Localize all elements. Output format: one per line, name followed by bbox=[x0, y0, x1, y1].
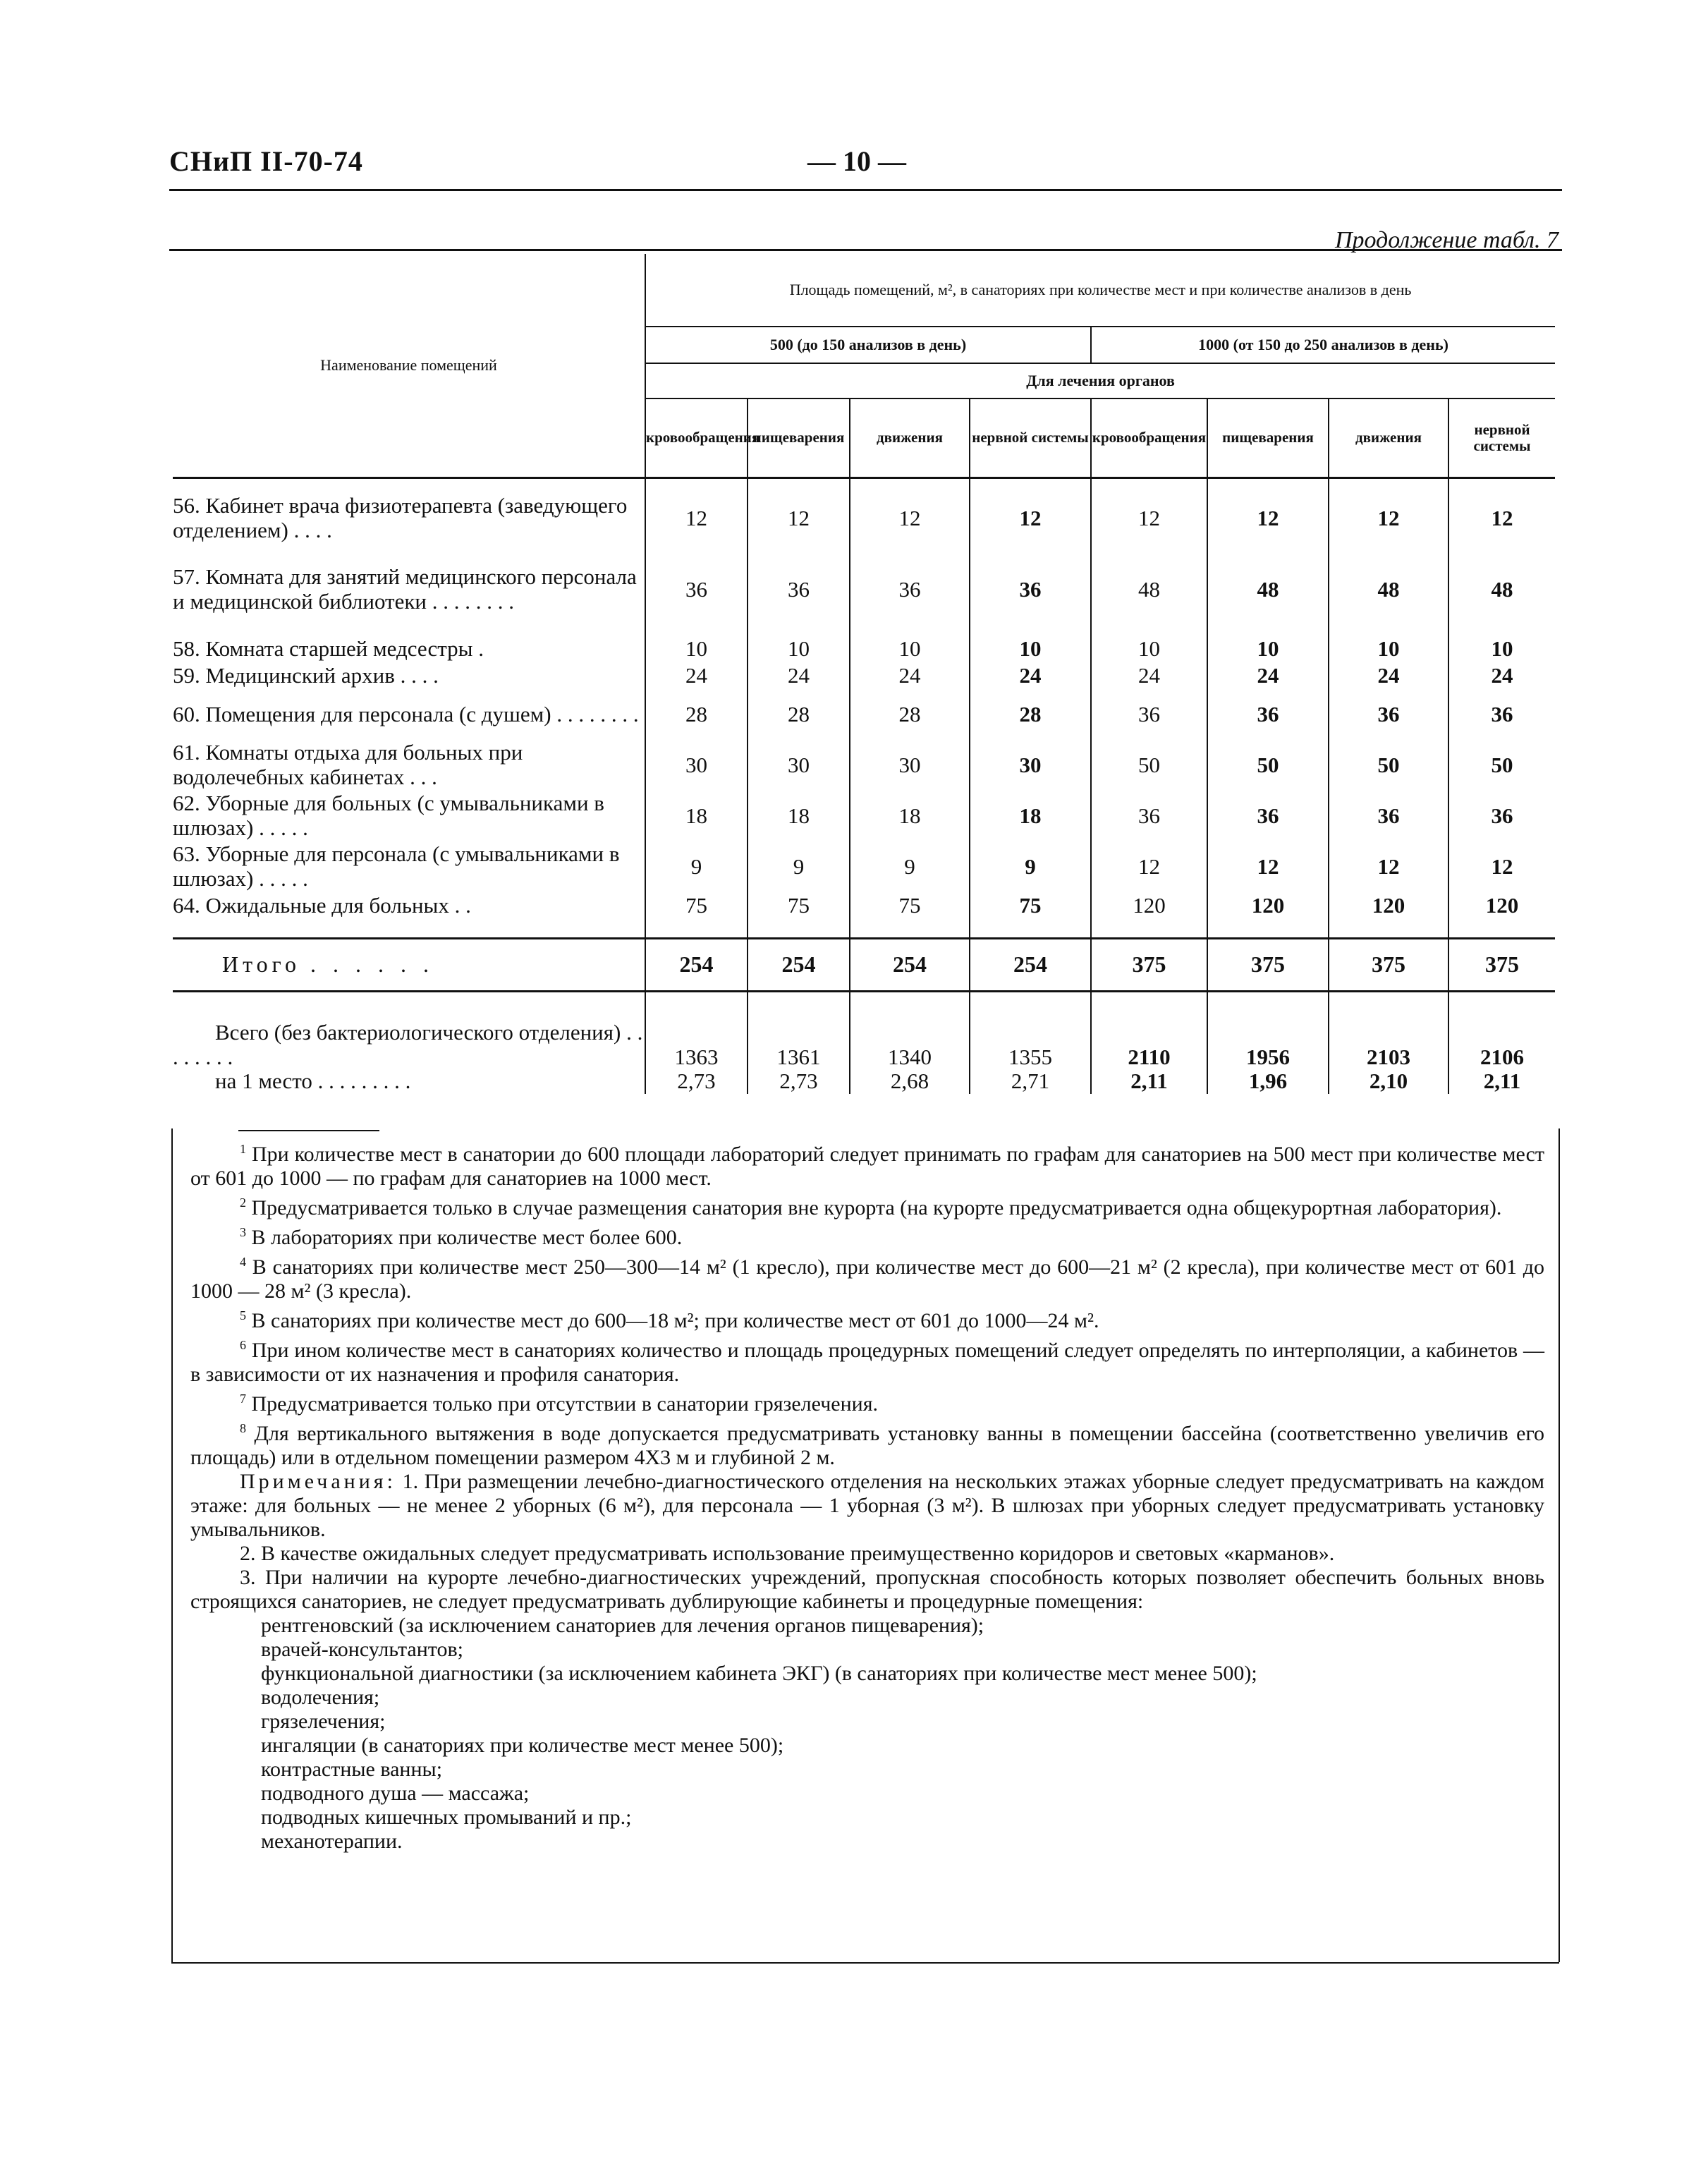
area-value: 12 bbox=[1207, 493, 1329, 544]
leader-dots: . . . . . . bbox=[310, 951, 434, 978]
table-row bbox=[173, 493, 1555, 544]
area-value: 36 bbox=[1207, 791, 1329, 841]
area-value: 48 bbox=[1091, 544, 1207, 635]
area-value: 24 bbox=[1491, 662, 1513, 688]
footnote-text: Для вертикального вытяжения в воде допускается предусматривать установку ванны в помещении бассейна (соответственно увеличив его площадь) или в отдельном помещении размером 4Х3 м и глубиной 2 м. bbox=[190, 1422, 1545, 1469]
notes-heading: Примечания: bbox=[240, 1470, 396, 1493]
table-row bbox=[173, 841, 1555, 892]
area-value: 12 bbox=[645, 493, 748, 544]
spacer-cell bbox=[1329, 919, 1448, 939]
area-value: 36 bbox=[1491, 803, 1513, 828]
page-number: — 10 — bbox=[807, 145, 906, 177]
spacer-cell bbox=[1091, 992, 1207, 1011]
spacer-cell bbox=[173, 919, 645, 939]
area-value: 10 bbox=[1329, 635, 1448, 662]
area-value: 12 bbox=[748, 493, 850, 544]
area-value: 28 bbox=[970, 689, 1091, 740]
rooms-column-header: Наименование помещений bbox=[173, 254, 645, 478]
column-header: пищеварения bbox=[1207, 398, 1329, 478]
list-item: грязелечения; bbox=[261, 1710, 386, 1733]
footnote-mark: 4 bbox=[240, 1255, 246, 1269]
area-value: 10 bbox=[1091, 635, 1207, 662]
group-1000-header: 1000 (от 150 до 250 анализов в день) bbox=[1091, 327, 1555, 363]
per-place-value: 2,11 bbox=[1483, 1069, 1521, 1094]
area-value: 28 bbox=[748, 689, 850, 740]
area-value: 36 bbox=[1491, 701, 1513, 726]
footnote-text: При количестве мест в санатории до 600 площади лабораторий следует принимать по графам для санаториев на 500 мест при количестве мест от 601 до 1000 — по графам для санаториев на 1000 мест. bbox=[190, 1143, 1545, 1190]
area-value: 24 bbox=[1329, 662, 1448, 689]
footnote-text: Предусматривается только в случае размещения санатория вне курорта (на курорте предусматривается одна общекурортная лаборатория). bbox=[251, 1196, 1502, 1219]
spacer-cell bbox=[970, 992, 1091, 1011]
area-value: 50 bbox=[1207, 740, 1329, 791]
area-value: 28 bbox=[850, 689, 970, 740]
spacer-cell bbox=[1329, 992, 1448, 1011]
table-caption: Продолжение табл. 7 bbox=[1334, 227, 1558, 253]
area-value: 12 bbox=[970, 493, 1091, 544]
footnote-text: В лабораториях при количестве мест более 600. bbox=[251, 1226, 683, 1249]
area-value: 50 bbox=[1091, 740, 1207, 791]
area-value: 36 bbox=[748, 544, 850, 635]
area-value: 18 bbox=[645, 791, 748, 841]
area-value: 36 bbox=[1091, 791, 1207, 841]
area-value: 75 bbox=[645, 892, 748, 919]
spacer-cell bbox=[1207, 478, 1329, 494]
spacer-cell bbox=[850, 992, 970, 1011]
grand-total-value bbox=[1207, 1011, 1329, 1094]
grand-total-label-text: Всего (без бактериологического отделения) . . . . . . . . bbox=[173, 1019, 643, 1069]
area-value: 12 bbox=[850, 493, 970, 544]
spacer-row bbox=[173, 919, 1555, 939]
note-2: 2. В качестве ожидальных следует предусматривать использование преимущественно коридоров и световых «карманов». bbox=[240, 1542, 1335, 1565]
footnote-text: Предусматривается только при отсутствии в санатории грязелечения. bbox=[251, 1392, 879, 1416]
spacer-cell bbox=[1091, 478, 1207, 494]
list-item: ингаляции (в санаториях при количестве мест менее 500); bbox=[261, 1734, 784, 1757]
area-value: 10 bbox=[748, 635, 850, 662]
total-value: 254 bbox=[970, 939, 1091, 992]
frame-left bbox=[171, 1128, 173, 1962]
spacer-cell bbox=[970, 478, 1091, 494]
area-value: 18 bbox=[850, 791, 970, 841]
per-place-value: 2,10 bbox=[1369, 1069, 1408, 1094]
spacer-cell bbox=[645, 992, 748, 1011]
area-value: 18 bbox=[970, 791, 1091, 841]
footnote bbox=[190, 1250, 1544, 1303]
footnote-mark: 1 bbox=[240, 1142, 246, 1156]
area-value: 48 bbox=[1207, 544, 1329, 635]
table-row bbox=[173, 662, 1555, 689]
total-area-value: 1363 bbox=[674, 1044, 719, 1069]
area-value: 9 bbox=[645, 841, 748, 892]
table-row bbox=[173, 791, 1555, 841]
total-area-value: 2106 bbox=[1480, 1044, 1525, 1069]
grand-total-value bbox=[1329, 1011, 1448, 1094]
area-value: 9 bbox=[850, 841, 970, 892]
frame-right bbox=[1558, 1128, 1560, 1962]
spacer-row bbox=[173, 478, 1555, 494]
room-name: 58. Комната старшей медсестры . bbox=[173, 635, 645, 662]
area-value: 36 bbox=[970, 544, 1091, 635]
per-place-label: на 1 место . . . . . . . . . bbox=[215, 1069, 411, 1094]
room-name: 59. Медицинский архив . . . . bbox=[173, 662, 645, 689]
table-row bbox=[173, 740, 1555, 791]
area-value: 36 bbox=[1207, 689, 1329, 740]
area-value: 36 bbox=[1329, 791, 1448, 841]
spacer-cell bbox=[1207, 992, 1329, 1011]
area-value: 18 bbox=[748, 791, 850, 841]
excluded-rooms-list bbox=[190, 1614, 1544, 1854]
grand-total-value bbox=[1091, 1011, 1207, 1094]
area-value: 10 bbox=[970, 635, 1091, 662]
footnotes-rule bbox=[238, 1130, 379, 1131]
document-code: СНиП II-70-74 bbox=[169, 145, 363, 177]
list-item: подводного душа — массажа; bbox=[261, 1782, 530, 1805]
total-area-value: 1340 bbox=[888, 1044, 932, 1069]
total-area-value: 1361 bbox=[776, 1044, 821, 1069]
area-value: 9 bbox=[748, 841, 850, 892]
total-value: 375 bbox=[1091, 939, 1207, 992]
column-header: нервной системы bbox=[970, 398, 1091, 478]
footnote bbox=[190, 1333, 1544, 1387]
table-body bbox=[173, 478, 1555, 1095]
spacer-cell bbox=[748, 992, 850, 1011]
footnotes-and-notes bbox=[190, 1137, 1544, 1854]
area-value: 10 bbox=[645, 635, 748, 662]
list-item: подводных кишечных промываний и пр.; bbox=[261, 1806, 632, 1829]
spacer-cell bbox=[748, 919, 850, 939]
room-name: 64. Ожидальные для больных . . bbox=[173, 892, 645, 919]
header-rule bbox=[169, 189, 1562, 191]
spacer-cell bbox=[173, 478, 645, 494]
spacer-cell bbox=[1448, 478, 1555, 494]
area-value: 24 bbox=[970, 662, 1091, 689]
table-row bbox=[173, 635, 1555, 662]
column-header: движения bbox=[850, 398, 970, 478]
list-item: контрастные ванны; bbox=[261, 1758, 443, 1781]
area-value: 120 bbox=[1091, 892, 1207, 919]
per-place-value: 2,68 bbox=[890, 1069, 929, 1094]
area-value: 36 bbox=[645, 544, 748, 635]
note-1-text: 1. При размещении лечебно-диагностического отделения на нескольких этажах уборные следует предусматривать на каждом этаже: для больных — не менее 2 уборных (6 м²), для персонала — 1 уборная (3 м²). В шлюзах при уборных следует предусматривать установку умывальников. bbox=[190, 1470, 1544, 1541]
area-value: 24 bbox=[1207, 662, 1329, 689]
grand-total-row bbox=[173, 1011, 1555, 1094]
footnote bbox=[190, 1303, 1544, 1333]
area-value: 12 bbox=[1329, 841, 1448, 892]
total-area-value: 1956 bbox=[1246, 1044, 1290, 1069]
footnotes bbox=[190, 1137, 1544, 1470]
page-header bbox=[169, 145, 1566, 187]
area-value: 10 bbox=[1207, 635, 1329, 662]
room-name: 62. Уборные для больных (с умывальниками в шлюзах) . . . . . bbox=[173, 791, 645, 841]
grand-total-value bbox=[748, 1011, 850, 1094]
total-value: 375 bbox=[1448, 939, 1555, 992]
spacer-cell bbox=[1207, 919, 1329, 939]
spacer-cell bbox=[748, 478, 850, 494]
grand-total-value bbox=[1448, 1011, 1555, 1094]
area-value: 120 bbox=[1329, 892, 1448, 919]
total-value: 375 bbox=[1329, 939, 1448, 992]
area-value: 30 bbox=[748, 740, 850, 791]
area-header: Площадь помещений, м², в санаториях при количестве мест и при количестве анализов в день bbox=[645, 254, 1555, 327]
spacer-cell bbox=[970, 919, 1091, 939]
area-value: 12 bbox=[1091, 493, 1207, 544]
column-header: нервной системы bbox=[1448, 398, 1555, 478]
list-item: механотерапии. bbox=[261, 1830, 403, 1853]
total-label-text: Итого bbox=[222, 951, 300, 978]
area-value: 12 bbox=[1491, 505, 1513, 530]
area-value: 12 bbox=[1491, 853, 1513, 879]
list-item: функциональной диагностики (за исключением кабинета ЭКГ) (в санаториях при количестве мест менее 500); bbox=[261, 1662, 1257, 1685]
room-name: 56. Кабинет врача физиотерапевта (заведующего отделением) . . . . bbox=[173, 493, 645, 544]
spacer-cell bbox=[1329, 478, 1448, 494]
spacer-cell bbox=[850, 919, 970, 939]
spacer-cell bbox=[173, 992, 645, 1011]
area-value: 120 bbox=[1485, 892, 1519, 918]
area-value: 30 bbox=[645, 740, 748, 791]
table-top-rule bbox=[169, 249, 1562, 251]
per-place-value: 2,71 bbox=[1011, 1069, 1050, 1094]
area-value: 12 bbox=[1091, 841, 1207, 892]
note-1 bbox=[190, 1470, 1544, 1542]
area-value: 36 bbox=[1091, 689, 1207, 740]
per-place-value: 2,73 bbox=[779, 1069, 818, 1094]
room-name: 61. Комнаты отдыха для больных при водолечебных кабинетах . . . bbox=[173, 740, 645, 791]
room-name: 60. Помещения для персонала (с душем) . . . . . . . . bbox=[173, 689, 645, 740]
list-item: водолечения; bbox=[261, 1686, 380, 1709]
area-value: 28 bbox=[645, 689, 748, 740]
total-value: 254 bbox=[645, 939, 748, 992]
column-header: движения bbox=[1329, 398, 1448, 478]
grand-total-label bbox=[173, 1011, 645, 1094]
footnote bbox=[190, 1191, 1544, 1220]
footnote bbox=[190, 1387, 1544, 1416]
table-row bbox=[173, 689, 1555, 740]
table-row bbox=[173, 544, 1555, 635]
footnote-text: При ином количестве мест в санаториях количество и площадь процедурных помещений следует определять по интерполяции, а кабинетов — в зависимости от их назначения и профиля санатория. bbox=[190, 1339, 1545, 1386]
area-value: 75 bbox=[850, 892, 970, 919]
area-value: 9 bbox=[970, 841, 1091, 892]
footnote-mark: 5 bbox=[240, 1308, 246, 1322]
spacer-cell bbox=[1448, 992, 1555, 1011]
area-value: 30 bbox=[970, 740, 1091, 791]
total-area-value: 2110 bbox=[1128, 1044, 1171, 1069]
footnote bbox=[190, 1416, 1544, 1470]
area-value: 75 bbox=[970, 892, 1091, 919]
total-area-value: 1355 bbox=[1008, 1044, 1052, 1069]
spacer-cell bbox=[645, 919, 748, 939]
area-value: 24 bbox=[645, 662, 748, 689]
per-place-value: 2,73 bbox=[677, 1069, 716, 1094]
area-value: 10 bbox=[850, 635, 970, 662]
per-place-value: 2,11 bbox=[1130, 1069, 1168, 1094]
total-value: 254 bbox=[850, 939, 970, 992]
footnote-mark: 8 bbox=[240, 1421, 246, 1435]
footnote bbox=[190, 1137, 1544, 1191]
grand-total-value bbox=[645, 1011, 748, 1094]
area-value: 48 bbox=[1329, 544, 1448, 635]
total-area-value: 2103 bbox=[1367, 1044, 1410, 1069]
area-value: 24 bbox=[1091, 662, 1207, 689]
table-row bbox=[173, 892, 1555, 919]
area-value: 50 bbox=[1491, 752, 1513, 777]
column-header: кровообращения bbox=[645, 398, 748, 478]
organs-header: Для лечения органов bbox=[645, 363, 1555, 398]
column-header: пищеварения bbox=[748, 398, 850, 478]
list-item: рентгеновский (за исключением санаториев для лечения органов пищеварения); bbox=[261, 1614, 984, 1637]
room-name: 57. Комната для занятий медицинского персонала и медицинской библиотеки . . . . . . . . bbox=[173, 544, 645, 635]
list-item: врачей-консультантов; bbox=[261, 1638, 464, 1661]
spacer-cell bbox=[1091, 919, 1207, 939]
footnote-text: В санаториях при количестве мест до 600—18 м²; при количестве мест от 601 до 1000—24 м². bbox=[251, 1309, 1099, 1332]
total-label bbox=[173, 939, 645, 992]
spacer-cell bbox=[1448, 919, 1555, 939]
area-value: 75 bbox=[748, 892, 850, 919]
group-500-header: 500 (до 150 анализов в день) bbox=[645, 327, 1091, 363]
area-value: 24 bbox=[850, 662, 970, 689]
footnote-mark: 6 bbox=[240, 1338, 246, 1352]
note-3: 3. При наличии на курорте лечебно-диагностических учреждений, пропускная способность которых позволяет обеспечить больных вновь строящихся санаториев, не следует предусматривать дублирующие кабинеты и процедурные помещения: bbox=[190, 1566, 1544, 1613]
spacer-cell bbox=[645, 478, 748, 494]
footnote-mark: 3 bbox=[240, 1225, 246, 1239]
footnote-text: В санаториях при количестве мест 250—300—14 м² (1 кресло), при количестве мест до 600—21 м² (2 кресла), при количестве мест от 601 до 1000 — 28 м² (3 кресла). bbox=[190, 1255, 1544, 1303]
frame-bottom bbox=[171, 1962, 1559, 1964]
room-name: 63. Уборные для персонала (с умывальниками в шлюзах) . . . . . bbox=[173, 841, 645, 892]
total-row bbox=[173, 939, 1555, 992]
total-value: 375 bbox=[1207, 939, 1329, 992]
area-value: 50 bbox=[1329, 740, 1448, 791]
spacer-cell bbox=[850, 478, 970, 494]
grand-total-value bbox=[850, 1011, 970, 1094]
area-value: 36 bbox=[850, 544, 970, 635]
area-value: 24 bbox=[748, 662, 850, 689]
area-value: 30 bbox=[850, 740, 970, 791]
total-value: 254 bbox=[748, 939, 850, 992]
footnote-mark: 2 bbox=[240, 1195, 246, 1210]
per-place-value: 1,96 bbox=[1248, 1069, 1288, 1094]
spacer-row bbox=[173, 992, 1555, 1011]
footnote-mark: 7 bbox=[240, 1392, 246, 1406]
area-value: 12 bbox=[1207, 841, 1329, 892]
column-header: кровообращения bbox=[1091, 398, 1207, 478]
area-table bbox=[173, 254, 1555, 1094]
area-value: 10 bbox=[1491, 635, 1513, 661]
area-value: 120 bbox=[1207, 892, 1329, 919]
area-value: 48 bbox=[1491, 576, 1513, 602]
footnote bbox=[190, 1220, 1544, 1250]
area-value: 12 bbox=[1329, 493, 1448, 544]
area-value: 36 bbox=[1329, 689, 1448, 740]
grand-total-value bbox=[970, 1011, 1091, 1094]
